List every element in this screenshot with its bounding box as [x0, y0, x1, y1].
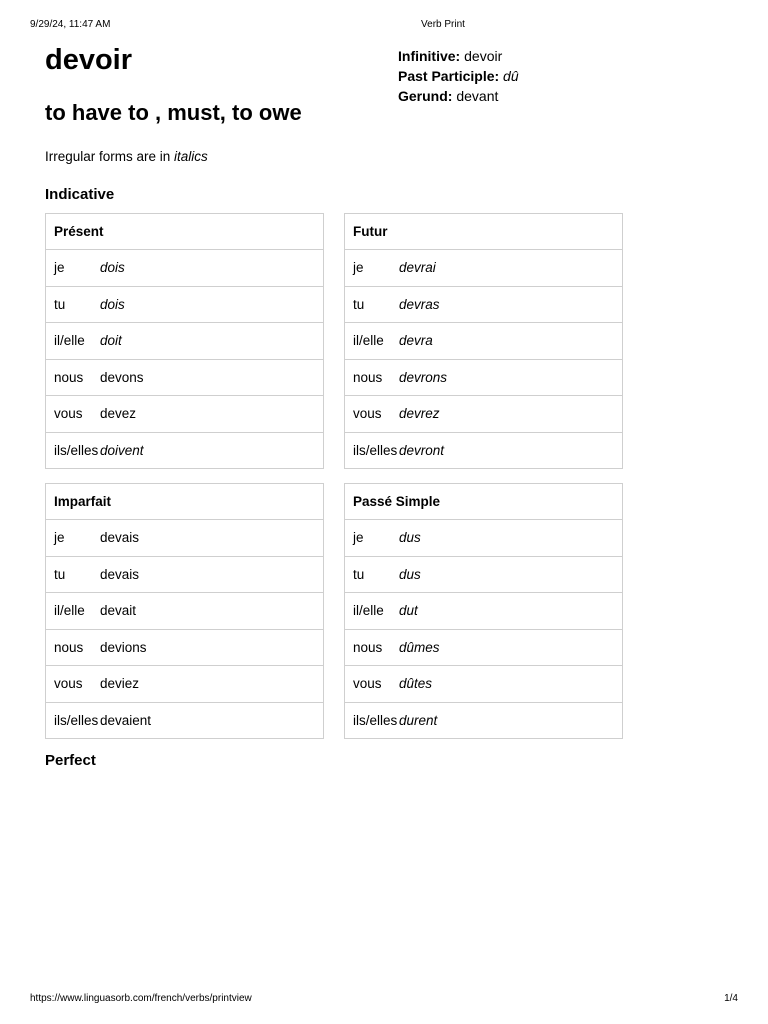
- table-row: [46, 287, 323, 324]
- verb-form: dûmes: [399, 639, 440, 655]
- verb-form: dut: [399, 603, 418, 618]
- table-row: [345, 323, 622, 360]
- tense-title: Passé Simple: [345, 484, 622, 520]
- verb-form: devront: [399, 442, 445, 458]
- irregular-note-italic: italics: [174, 149, 208, 164]
- table-row: [46, 666, 323, 703]
- irregular-note-text: Irregular forms are in: [45, 149, 175, 164]
- gerund-row: [398, 86, 519, 106]
- pronoun: je: [54, 260, 65, 275]
- verb-form: devras: [399, 296, 440, 312]
- tense-table: [344, 483, 623, 739]
- verb-form: durent: [399, 712, 438, 728]
- table-row: [46, 520, 323, 557]
- past-participle-label: Past Participle:: [398, 68, 500, 84]
- verb-form: devions: [100, 639, 147, 655]
- past-participle-row: [398, 66, 519, 86]
- verb-form: devons: [100, 369, 144, 385]
- table-row: [46, 630, 323, 667]
- pronoun: vous: [54, 676, 83, 691]
- pronoun: nous: [353, 639, 383, 655]
- table-row: [46, 250, 323, 287]
- verb-form: devais: [100, 530, 140, 545]
- verb-form: devait: [100, 603, 137, 618]
- pronoun: il/elle: [54, 333, 85, 348]
- table-row: [46, 433, 323, 469]
- table-row: [345, 703, 622, 739]
- pronoun: il/elle: [353, 603, 384, 618]
- verb-form: devrons: [399, 369, 448, 385]
- verb-form: dus: [399, 530, 421, 545]
- verb-form: devez: [100, 406, 137, 421]
- pronoun: ils/elles: [353, 442, 398, 458]
- verb-form: devaient: [100, 712, 152, 728]
- pronoun: il/elle: [353, 333, 384, 348]
- verb-form: doivent: [100, 442, 144, 458]
- verb-form: deviez: [100, 676, 140, 691]
- tense-title: Futur: [345, 214, 622, 250]
- verb-meta: [398, 46, 519, 106]
- section-indicative: Indicative: [45, 186, 115, 203]
- print-url: https://www.linguasorb.com/french/verbs/printview: [30, 993, 252, 1004]
- gerund-value: devant: [456, 88, 499, 104]
- verb-form: devrez: [399, 406, 440, 421]
- tense-table: [344, 213, 623, 469]
- table-row: [345, 593, 622, 630]
- table-row: [46, 396, 323, 433]
- table-row: [345, 360, 622, 397]
- pronoun: nous: [54, 639, 84, 655]
- pronoun: je: [353, 530, 364, 545]
- table-row: [345, 287, 622, 324]
- tense-title: Présent: [46, 214, 323, 250]
- verb-form: dois: [100, 296, 125, 312]
- table-row: [345, 666, 622, 703]
- pronoun: tu: [353, 566, 365, 582]
- verb-translation: to have to , must, to owe: [45, 100, 302, 125]
- pronoun: je: [353, 260, 364, 275]
- pronoun: vous: [353, 406, 382, 421]
- pronoun: tu: [353, 296, 365, 312]
- verb-form: devrai: [399, 260, 436, 275]
- table-row: [46, 593, 323, 630]
- verb-form: dois: [100, 260, 125, 275]
- table-row: [345, 250, 622, 287]
- table-row: [46, 557, 323, 594]
- table-row: [345, 557, 622, 594]
- verb-form: dûtes: [399, 676, 433, 691]
- pronoun: tu: [54, 296, 66, 312]
- pronoun: vous: [353, 676, 382, 691]
- pronoun: ils/elles: [54, 712, 99, 728]
- past-participle-value: dû: [503, 68, 519, 84]
- pronoun: vous: [54, 406, 83, 421]
- print-page-title: Verb Print: [421, 19, 465, 30]
- infinitive-row: [398, 46, 519, 66]
- tense-title: Imparfait: [46, 484, 323, 520]
- table-row: [46, 703, 323, 739]
- verb-title: devoir: [45, 44, 133, 76]
- table-row: [345, 396, 622, 433]
- pronoun: tu: [54, 566, 66, 582]
- pronoun: nous: [353, 369, 383, 385]
- verb-form: doit: [100, 333, 122, 348]
- section-perfect: Perfect: [45, 752, 96, 769]
- infinitive-label: Infinitive:: [398, 48, 461, 64]
- table-row: [46, 323, 323, 360]
- tense-table: [45, 483, 324, 739]
- irregular-note: [45, 149, 208, 164]
- infinitive-value: devoir: [464, 48, 503, 64]
- table-row: [345, 520, 622, 557]
- table-row: [345, 630, 622, 667]
- verb-form: devra: [399, 333, 433, 348]
- tense-table: [45, 213, 324, 469]
- table-row: [345, 433, 622, 469]
- pronoun: il/elle: [54, 603, 85, 618]
- pronoun: je: [54, 530, 65, 545]
- print-page-number: 1/4: [724, 993, 738, 1004]
- pronoun: ils/elles: [353, 712, 398, 728]
- verb-form: dus: [399, 566, 421, 582]
- pronoun: ils/elles: [54, 442, 99, 458]
- print-datetime: 9/29/24, 11:47 AM: [30, 19, 111, 30]
- verb-form: devais: [100, 566, 140, 582]
- table-row: [46, 360, 323, 397]
- pronoun: nous: [54, 369, 84, 385]
- gerund-label: Gerund:: [398, 88, 453, 104]
